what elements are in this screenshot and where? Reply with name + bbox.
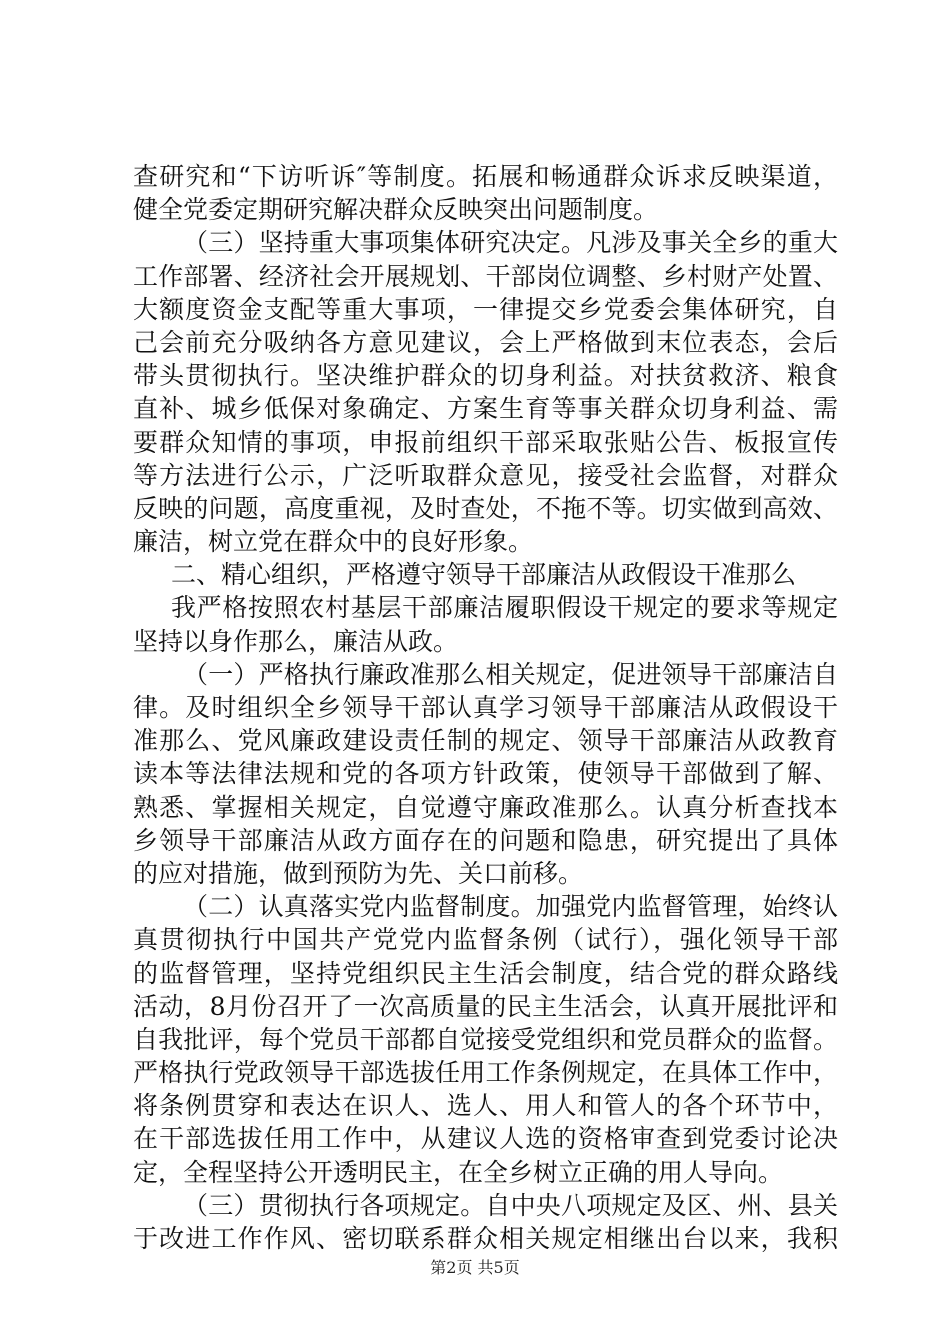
text-line: 的监督管理，坚持党组织民主生活会制度，结合党的群众路线: [133, 958, 838, 988]
text-line: （一）严格执行廉政准那么相关规定，促进领导干部廉洁自: [183, 659, 838, 689]
text-line: 乡领导干部廉洁从政方面存在的问题和隐患，研究提出了具体: [133, 825, 838, 855]
text-line: 真贯彻执行中国共产党党内监督条例（试行），强化领导干部: [133, 925, 838, 955]
text-line: （二）认真落实党内监督制度。加强党内监督管理，始终认: [183, 892, 838, 922]
text-line: 健全党委定期研究解决群众反映突出问题制度。: [133, 195, 659, 225]
text-line: 反映的问题，高度重视，及时查处，不拖不等。切实做到高效、: [133, 493, 838, 523]
text-line: （三）坚持重大事项集体研究决定。凡涉及事关全乡的重大: [183, 228, 838, 258]
text-line: 读本等法律法规和党的各项方针政策，使领导干部做到了解、: [133, 759, 838, 789]
text-line: 在干部选拔任用工作中，从建议人选的资格审查到党委讨论决: [133, 1124, 838, 1154]
text-line: 严格执行党政领导干部选拔任用工作条例规定，在具体工作中，: [133, 1058, 838, 1088]
text-line: （三）贯彻执行各项规定。自中央八项规定及区、州、县关: [183, 1190, 838, 1220]
text-line: 直补、城乡低保对象确定、方案生育等事关群众切身利益、需: [133, 394, 838, 424]
document-body: [133, 160, 838, 1255]
text-line: 熟悉、掌握相关规定，自觉遵守廉政准那么。认真分析查找本: [133, 792, 838, 822]
text-line: 将条例贯穿和表达在识人、选人、用人和管人的各个环节中，: [133, 1091, 838, 1121]
text-line: 定，全程坚持公开透明民主，在全乡树立正确的用人导向。: [133, 1157, 784, 1187]
text-line: 查研究和“下访听诉″等制度。拓展和畅通群众诉求反映渠道，: [133, 162, 838, 191]
text-line: 二、精心组织，严格遵守领导干部廉洁从政假设干准那么: [171, 560, 797, 590]
text-line: 律。及时组织全乡领导干部认真学习领导干部廉洁从政假设干: [133, 693, 838, 722]
text-line: 我严格按照农村基层干部廉洁履职假设干规定的要求等规定: [171, 593, 838, 623]
text-line: 工作部署、经济社会开展规划、干部岗位调整、乡村财产处置、: [133, 261, 838, 291]
text-line: 活动，8月份召开了一次高质量的民主生活会，认真开展批评和: [133, 991, 838, 1021]
text-line: 带头贯彻执行。坚决维护群众的切身利益。对扶贫救济、粮食: [133, 361, 838, 391]
page-footer: 第2页 共5页: [430, 1258, 520, 1277]
text-line: 坚持以身作那么，廉洁从政。: [133, 626, 459, 656]
text-line: 己会前充分吸纳各方意见建议，会上严格做到末位表态，会后: [133, 327, 838, 357]
text-line: 于改进工作作风、密切联系群众相关规定相继出台以来，我积: [133, 1224, 838, 1253]
text-line: 自我批评，每个党员干部都自觉接受党组织和党员群众的监督。: [133, 1024, 838, 1054]
text-line: 准那么、党风廉政建设责任制的规定、领导干部廉洁从政教育: [133, 726, 838, 756]
text-line: 等方法进行公示，广泛听取群众意见，接受社会监督，对群众: [133, 460, 838, 490]
text-line: 廉洁，树立党在群众中的良好形象。: [133, 527, 534, 557]
text-line: 的应对措施，做到预防为先、关口前移。: [133, 858, 584, 888]
text-line: 大额度资金支配等重大事项，一律提交乡党委会集体研究，自: [133, 294, 838, 324]
text-line: 要群众知情的事项，申报前组织干部采取张贴公告、板报宣传: [133, 427, 838, 457]
